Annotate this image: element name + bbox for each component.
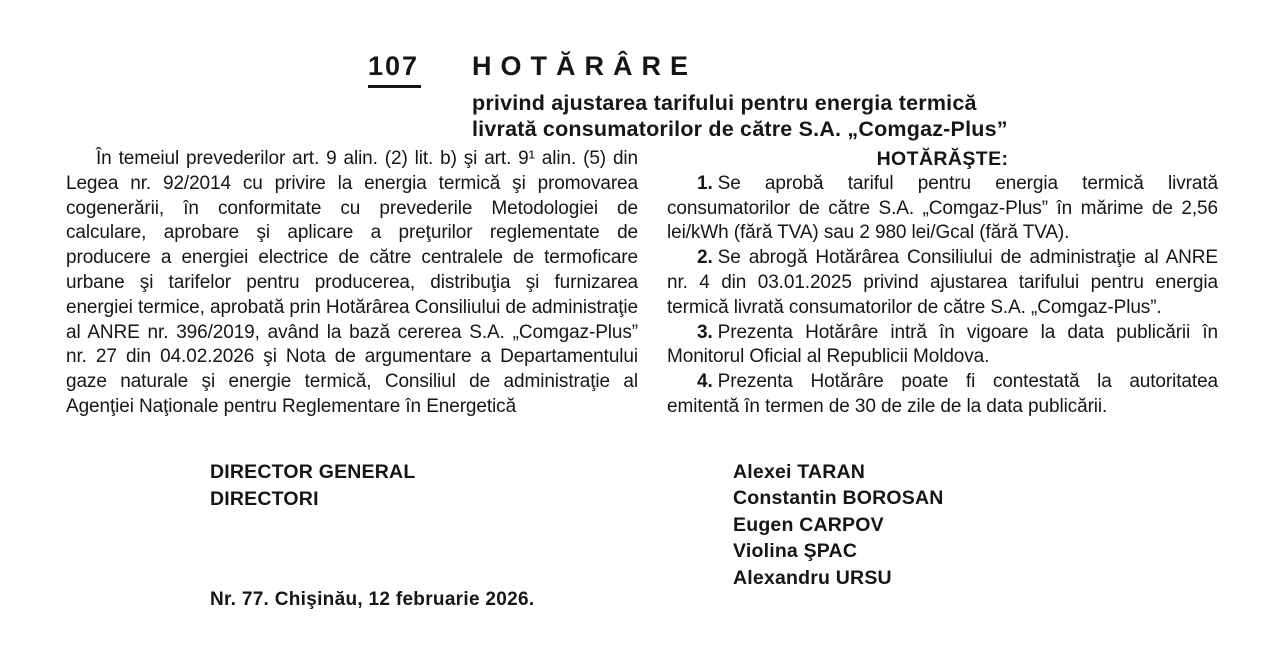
article-3-text: Prezenta Hotărâre intră în vigoare la data publicării în Monitorul Oficial al Republicii Moldova. [667, 321, 1218, 368]
article-1-number: 1. [697, 172, 713, 194]
signature-titles [210, 459, 415, 513]
left-column [66, 147, 638, 420]
right-column [667, 147, 1218, 420]
signatory-name: Violina ŞPAC [733, 540, 858, 563]
article-2 [667, 246, 1218, 320]
document-columns [66, 147, 1218, 420]
article-3 [667, 321, 1218, 371]
article-4-text: Prezenta Hotărâre poate fi contestată la autoritatea emitentă în termen de 30 de zile de la data publicării. [667, 371, 1218, 417]
resolution-heading: HOTĂRĂŞTE: [876, 148, 1009, 170]
signatory-name: Constantin BOROSAN [733, 487, 944, 510]
act-subtitle-line2: livrată consumatorilor de către S.A. „Comgaz-Plus” [472, 116, 1008, 141]
article-2-number: 2. [697, 247, 713, 269]
act-subtitle [472, 90, 1172, 142]
article-1 [667, 172, 1218, 246]
article-2-text: Se abrogă Hotărârea Consiliului de administraţie al ANRE nr. 4 din 03.01.2025 privind ajustarea tarifului pentru energia termică livrată consumatorilor de către S.A. „Comgaz-Plus”. [667, 247, 1218, 318]
article-3-number: 3. [697, 321, 713, 343]
signature-title-director-general: DIRECTOR GENERAL [210, 461, 416, 483]
issue-reference: Nr. 77. Chişinău, 12 februarie 2026. [210, 589, 535, 610]
preamble-paragraph: În temeiul prevederilor art. 9 alin. (2) lit. b) şi art. 9¹ alin. (5) din Legea nr. 92/2014 cu privire la energia termică şi promovarea cogenerării, în conformitate cu prevederile Metodologiei de calculare, aprobare şi aplicare a preţurilor reglementate de producere a energiei electrice de către centralele de termoficare urbane şi tarifelor pentru producerea, distribuţia şi furnizarea energiei termice, aprobată prin Hotărârea Consiliului de administraţie al ANRE nr. 396/2019, având la bază cererea S.A. „Comgaz-Plus” nr. 27 din 04.02.2026 şi Nota de argumentare a Departamentului gaze naturale şi energie termică, Consiliul de administraţie al Agenţiei Naţionale pentru Reglementare în Energetică [66, 148, 638, 417]
act-number: 107 [368, 52, 421, 88]
act-title-block [472, 52, 1172, 142]
signatory-name: Eugen CARPOV [733, 513, 884, 536]
article-1-text: Se aprobă tariful pentru energia termică livrată consumatorilor de către S.A. „Comgaz-Plus” în mărime de 2,56 lei/kWh (fără TVA) sau 2 980 lei/Gcal (fără TVA). [667, 172, 1218, 244]
article-4 [667, 370, 1218, 420]
act-title: HOTĂRÂRE [472, 51, 697, 81]
act-subtitle-line1: privind ajustarea tarifului pentru energia termică [472, 90, 977, 115]
signatory-name: Alexei TARAN [733, 461, 866, 483]
signature-names [733, 459, 944, 591]
signature-title-directori: DIRECTORI [210, 488, 319, 510]
signatory-name: Alexandru URSU [733, 566, 892, 589]
article-4-number: 4. [697, 371, 713, 393]
